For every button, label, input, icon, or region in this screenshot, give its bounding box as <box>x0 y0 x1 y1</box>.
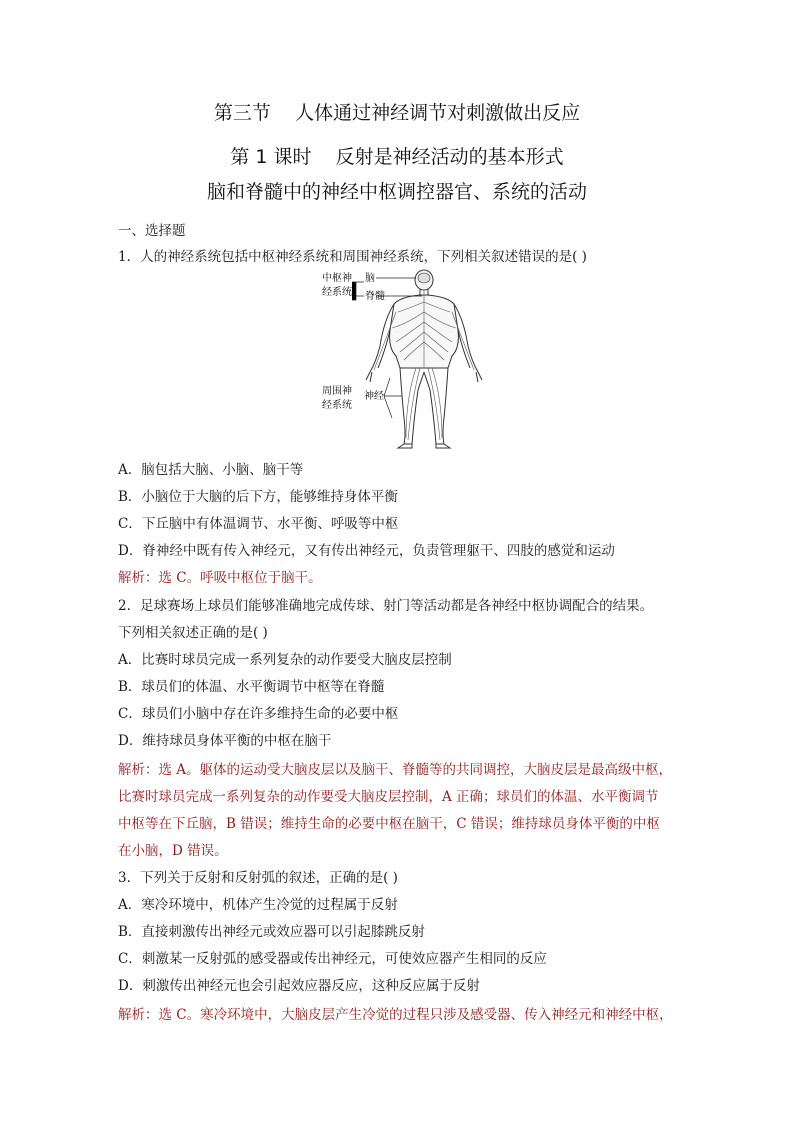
q2-answer-line1: 解析：选 A。躯体的运动受大脑皮层以及脑干、脊髓等的共同调控，大脑皮层是最高级中枢， <box>118 762 673 778</box>
label-central-2: 经系统 <box>322 287 352 298</box>
q3-option-a: A．寒冷环境中，机体产生冷觉的过程属于反射 <box>118 897 398 913</box>
human-body-illustration <box>300 268 500 450</box>
lesson-subtitle: 脑和脊髓中的神经中枢调控器官、系统的活动 <box>206 181 587 203</box>
q3-answer: 解析：选 C。寒冷环境中，大脑皮层产生冷觉的过程只涉及感受器、传入神经元和神经中枢， <box>118 1007 673 1023</box>
q2-option-a: A．比赛时球员完成一系列复杂的动作要受大脑皮层控制 <box>118 652 452 668</box>
q2-answer-line4: 在小脑，D 错误。 <box>118 843 228 859</box>
q1-stem: 1．人的神经系统包括中枢神经系统和周围神经系统，下列相关叙述错误的是( ) <box>118 249 587 265</box>
q2-answer-line3: 中枢等在下丘脑，B 错误；维持生命的必要中枢在脑干，C 错误；维持球员身体平衡的中枢 <box>118 816 660 832</box>
q3-option-d: D．刺激传出神经元也会引起效应器反应，这种反应属于反射 <box>118 978 480 994</box>
q1-option-c: C．下丘脑中有体温调节、水平衡、呼吸等中枢 <box>118 516 399 532</box>
nervous-system-figure <box>300 268 500 450</box>
q3-stem: 3．下列关于反射和反射弧的叙述，正确的是( ) <box>118 870 398 886</box>
label-nerve: 神经 <box>364 391 384 402</box>
label-spinal-cord: 脊髓 <box>365 291 385 302</box>
q2-stem-line1: 2．足球赛场上球员们能够准确地完成传球、射门等活动都是各神经中枢协调配合的结果。 <box>118 598 654 614</box>
q2-option-d: D．维持球员身体平衡的中枢在脑干 <box>118 733 332 749</box>
q1-answer: 解析：选 C。呼吸中枢位于脑干。 <box>118 570 322 586</box>
q2-stem-line2: 下列相关叙述正确的是( ) <box>118 625 268 641</box>
label-peripheral-1: 周围神 <box>322 386 352 397</box>
q1-option-a: A．脑包括大脑、小脑、脑干等 <box>118 462 304 478</box>
q1-option-b: B．小脑位于大脑的后下方，能够维持身体平衡 <box>118 489 398 505</box>
q2-answer-line2: 比赛时球员完成一系列复杂的动作要受大脑皮层控制，A 正确；球员们的体温、水平衡调节 <box>118 789 659 805</box>
section-title: 第三节 人体通过神经调节对刺激做出反应 <box>213 102 581 124</box>
label-brain: 脑 <box>365 273 375 284</box>
label-peripheral-2: 经系统 <box>322 400 352 411</box>
lesson-title: 第 1 课时 反射是神经活动的基本形式 <box>230 146 564 168</box>
q1-option-d: D．脊神经中既有传入神经元，又有传出神经元，负责管理躯干、四肢的感觉和运动 <box>118 543 615 559</box>
section-heading: 一、选择题 <box>118 223 186 239</box>
q3-option-b: B．直接刺激传出神经元或效应器可以引起膝跳反射 <box>118 924 425 940</box>
q2-option-c: C．球员们小脑中存在许多维持生命的必要中枢 <box>118 706 399 722</box>
q2-option-b: B．球员们的体温、水平衡调节中枢等在脊髓 <box>118 679 385 695</box>
label-central-1: 中枢神 <box>322 273 352 284</box>
q3-option-c: C．刺激某一反射弧的感受器或传出神经元，可使效应器产生相同的反应 <box>118 951 547 967</box>
